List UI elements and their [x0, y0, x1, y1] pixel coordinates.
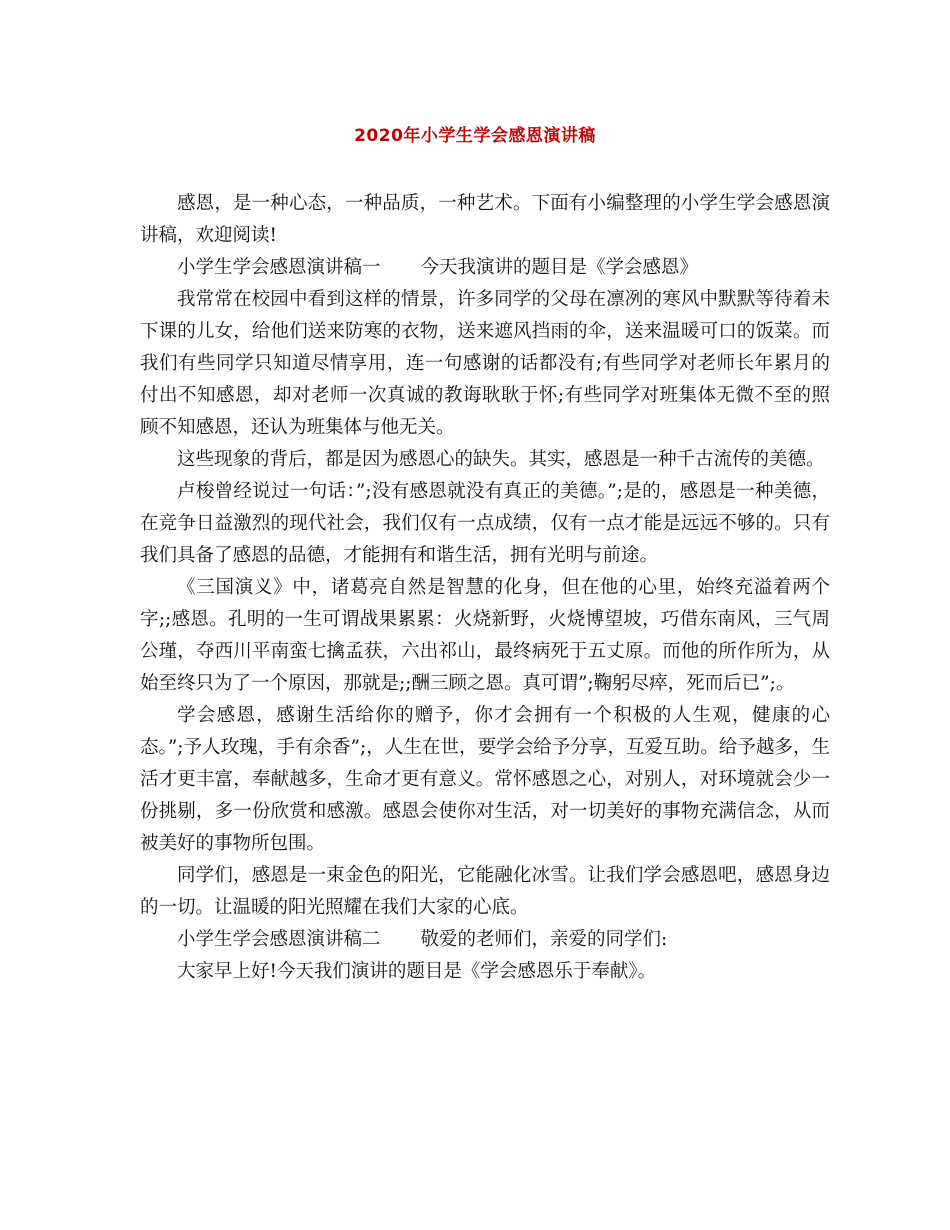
- speech-two-opening: 敬爱的老师们，亲爱的同学们:: [420, 929, 668, 950]
- paragraph-gratitude-missing: 这些现象的背后，都是因为感恩心的缺失。其实，感恩是一种千古流传的美德。: [177, 449, 825, 470]
- paragraph-rousseau-quote: 卢梭曾经说过一句话：”;没有感恩就没有真正的美德。”;是的，感恩是一种美德，在竞争日益激烈的现代社会，我们仅有一点成绩，仅有一点才能是远远不够的。只有我们具备了感恩的品德，才能拥有和谐生活，拥有光明与前途。: [140, 481, 830, 566]
- speech-one-opening: 今天我演讲的题目是《学会感恩》: [420, 257, 699, 278]
- paragraph-learn-gratitude: 学会感恩，感谢生活给你的赠予，你才会拥有一个积极的人生观，健康的心态。”;予人玫瑰，手有余香”;，人生在世，要学会给予分享，互爱互助。给予越多，生活才更丰富，奉献越多，生命才更有意义。常怀感恩之心，对别人，对环境就会少一份挑剔，多一份欣赏和感激。感恩会使你对生活，对一切美好的事物充满信念，从而被美好的事物所包围。: [140, 705, 830, 854]
- paragraph-campus-scene: 我常常在校园中看到这样的情景，许多同学的父母在凛冽的寒风中默默等待着未下课的儿女，给他们送来防寒的衣物，送来遮风挡雨的伞，送来温暖可口的饭菜。而我们有些同学只知道尽情享用，连一句感谢的话都没有;有些同学对老师长年累月的付出不知感恩，却对老师一次真诚的教诲耿耿于怀;有些同学对班集体无微不至的照顾不知感恩，还认为班集体与他无关。: [140, 289, 830, 438]
- speech-one-heading: 小学生学会感恩演讲稿一: [177, 257, 381, 278]
- speech-two-heading: 小学生学会感恩演讲稿二: [177, 929, 381, 950]
- speech-two-heading-line: [140, 924, 830, 956]
- paragraph-golden-sunshine: 同学们，感恩是一束金色的阳光，它能融化冰雪。让我们学会感恩吧，感恩身边的一切。让温暖的阳光照耀在我们大家的心底。: [140, 865, 830, 918]
- paragraph-speech-two-intro: 大家早上好!今天我们演讲的题目是《学会感恩乐于奉献》。: [177, 961, 657, 982]
- document-title: 2020年小学生学会感恩演讲稿: [354, 126, 596, 146]
- paragraph-intro: 感恩，是一种心态，一种品质，一种艺术。下面有小编整理的小学生学会感恩演讲稿，欢迎阅读!: [140, 193, 830, 246]
- speech-one-heading-line: [140, 252, 830, 284]
- document-body: [140, 188, 830, 988]
- paragraph-three-kingdoms: 《三国演义》中，诸葛亮自然是智慧的化身，但在他的心里，始终充溢着两个字;;感恩。孔明的一生可谓战果累累：火烧新野，火烧博望坡，巧借东南风，三气周公瑾，夺西川平南蛮七擒孟获，六出祁山，最终病死于五丈原。而他的所作所为，从始至终只为了一个原因，那就是;;酬三顾之恩。真可谓”;鞠躬尽瘁，死而后已”;。: [140, 577, 830, 694]
